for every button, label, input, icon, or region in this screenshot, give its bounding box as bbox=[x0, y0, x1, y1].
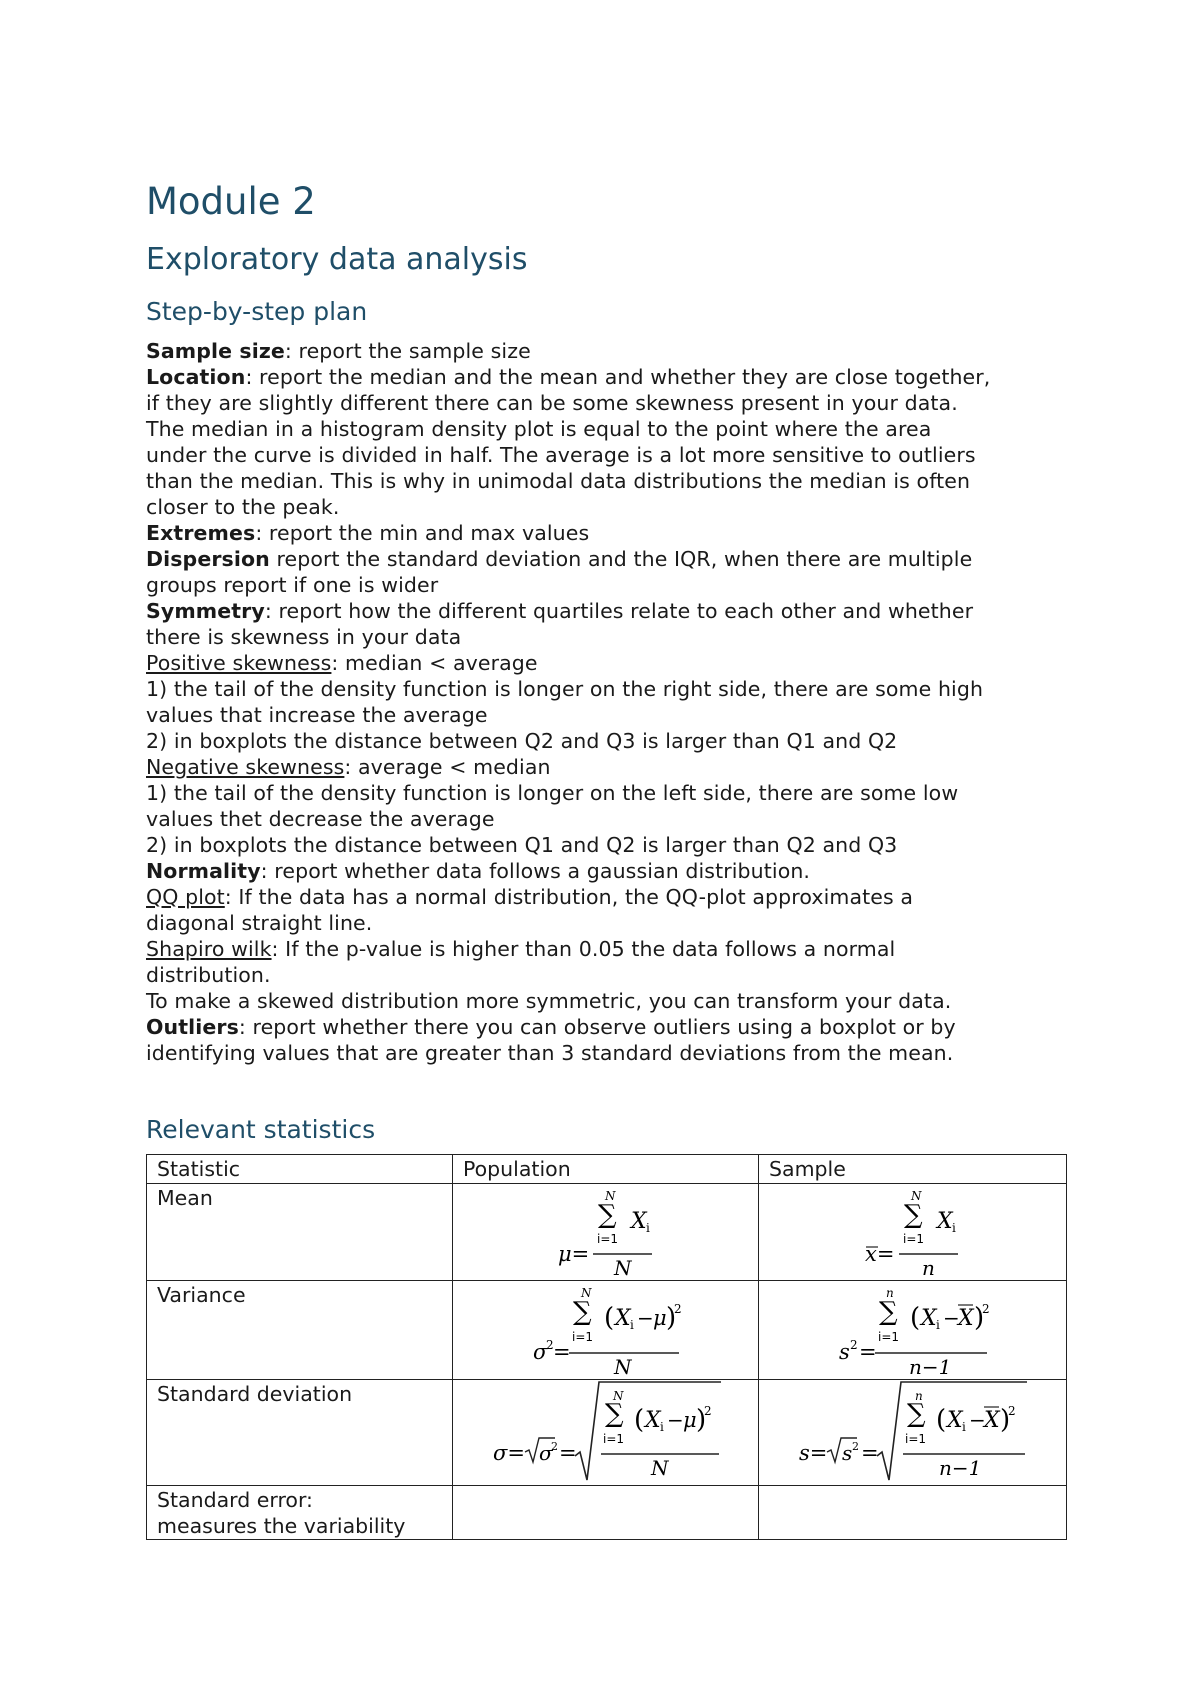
formula-population-mean bbox=[453, 1184, 759, 1281]
svg-text:(: ( bbox=[604, 1303, 615, 1333]
svg-text:2: 2 bbox=[546, 1338, 554, 1352]
svg-text:∑: ∑ bbox=[598, 1200, 617, 1230]
table-header-sample: Sample bbox=[759, 1155, 1067, 1184]
svg-text:X: X bbox=[984, 1408, 1000, 1433]
svg-text:i=1: i=1 bbox=[572, 1330, 594, 1344]
svg-text:2: 2 bbox=[982, 1302, 990, 1316]
plan-text-segment: : report whether data follows a gaussian distribution. bbox=[260, 859, 811, 883]
svg-text:σ: σ bbox=[539, 1441, 553, 1465]
sample-variance-formula bbox=[759, 1281, 1067, 1378]
svg-text:N: N bbox=[614, 1256, 632, 1279]
section-heading-statistics: Relevant statistics bbox=[146, 1115, 376, 1144]
svg-text:X: X bbox=[958, 1306, 974, 1331]
plan-text-segment: if they are slightly different there can be some skewness present in your data. bbox=[146, 391, 958, 415]
svg-text:X: X bbox=[937, 1209, 953, 1234]
formula-sample-sd bbox=[759, 1380, 1067, 1486]
svg-text:i=1: i=1 bbox=[878, 1330, 900, 1344]
plan-text-segment: under the curve is divided in half. The average is a lot more sensitive to outliers bbox=[146, 443, 976, 467]
plan-text-segment: diagonal straight line. bbox=[146, 911, 373, 935]
plan-text-segment: : If the p-value is higher than 0.05 the data follows a normal bbox=[271, 937, 896, 961]
svg-text:=: = bbox=[859, 1340, 877, 1364]
row-label-mean: Mean bbox=[147, 1184, 453, 1281]
svg-text:i=1: i=1 bbox=[603, 1432, 625, 1446]
plan-text-segment: 2) in boxplots the distance between Q1 and Q2 is larger than Q2 and Q3 bbox=[146, 833, 898, 857]
svg-text:s: s bbox=[839, 1340, 850, 1364]
svg-text:=: = bbox=[553, 1340, 571, 1364]
plan-text-segment: 1) the tail of the density function is longer on the right side, there are some high bbox=[146, 677, 984, 701]
plan-text-segment: : If the data has a normal distribution, the QQ-plot approximates a bbox=[224, 885, 914, 909]
plan-text-segment: identifying values that are greater than 3 standard deviations from the mean. bbox=[146, 1041, 954, 1065]
plan-text-segment: : report how the different quartiles relate to each other and whether bbox=[264, 599, 974, 623]
svg-text:2: 2 bbox=[704, 1404, 712, 1418]
plan-subterm: Shapiro wilk bbox=[146, 937, 272, 961]
row-label-standard-error bbox=[147, 1486, 453, 1540]
svg-text:i: i bbox=[962, 1420, 966, 1434]
svg-text:−: − bbox=[969, 1408, 986, 1432]
plan-line bbox=[146, 832, 1066, 858]
plan-text-segment: The median in a histogram density plot is equal to the point where the area bbox=[146, 417, 932, 441]
plan-line bbox=[146, 598, 1066, 624]
plan-line bbox=[146, 416, 1066, 442]
plan-line bbox=[146, 650, 1066, 676]
svg-text:n−1: n−1 bbox=[909, 1355, 952, 1378]
plan-text-segment: than the median. This is why in unimodal data distributions the median is often bbox=[146, 469, 971, 493]
plan-line bbox=[146, 520, 1066, 546]
plan-line bbox=[146, 780, 1066, 806]
plan-term: Sample size bbox=[146, 339, 285, 363]
svg-text:μ: μ bbox=[653, 1306, 667, 1330]
plan-line bbox=[146, 910, 1066, 936]
plan-text-segment: 1) the tail of the density function is longer on the left side, there are some low bbox=[146, 781, 959, 805]
plan-line bbox=[146, 806, 1066, 832]
svg-text:∑: ∑ bbox=[904, 1200, 923, 1230]
population-sd-formula bbox=[453, 1380, 759, 1484]
svg-text:−: − bbox=[667, 1408, 684, 1432]
formula-sample-mean bbox=[759, 1184, 1067, 1281]
svg-text:=: = bbox=[559, 1441, 577, 1465]
plan-text-segment: values thet decrease the average bbox=[146, 807, 495, 831]
svg-text:N: N bbox=[613, 1389, 624, 1403]
plan-term: Extremes bbox=[146, 521, 256, 545]
plan-term: Outliers bbox=[146, 1015, 239, 1039]
svg-text:n: n bbox=[915, 1389, 923, 1403]
row-label-standard-error-line2: measures the variability bbox=[157, 1514, 406, 1538]
svg-text:(: ( bbox=[634, 1405, 645, 1435]
plan-text-segment: : report the sample size bbox=[284, 339, 531, 363]
svg-text:n: n bbox=[886, 1286, 894, 1300]
plan-line bbox=[146, 1040, 1066, 1066]
plan-text-segment: report the standard deviation and the IQR, when there are multiple bbox=[269, 547, 973, 571]
svg-text:2: 2 bbox=[551, 1440, 558, 1453]
population-mean-formula bbox=[453, 1184, 759, 1279]
plan-text-segment: groups report if one is wider bbox=[146, 573, 439, 597]
plan-line bbox=[146, 468, 1066, 494]
plan-line bbox=[146, 338, 1066, 364]
row-label-standard-error-line1: Standard error: bbox=[157, 1488, 313, 1512]
plan-line bbox=[146, 702, 1066, 728]
svg-text:i=1: i=1 bbox=[905, 1432, 927, 1446]
svg-text:=: = bbox=[861, 1441, 879, 1465]
plan-text-segment: closer to the peak. bbox=[146, 495, 340, 519]
svg-text:μ: μ bbox=[683, 1408, 697, 1432]
plan-line bbox=[146, 442, 1066, 468]
statistics-table bbox=[146, 1154, 1067, 1540]
svg-text:−: − bbox=[943, 1306, 960, 1330]
svg-text:∑: ∑ bbox=[879, 1297, 898, 1327]
row-label-variance: Variance bbox=[147, 1281, 453, 1380]
plan-line bbox=[146, 728, 1066, 754]
svg-text:i: i bbox=[646, 1221, 650, 1235]
svg-text:): ) bbox=[696, 1405, 707, 1435]
plan-text-segment: values that increase the average bbox=[146, 703, 488, 727]
svg-text:N: N bbox=[651, 1456, 669, 1480]
plan-term: Symmetry bbox=[146, 599, 265, 623]
plan-line bbox=[146, 572, 1066, 598]
svg-text:(: ( bbox=[936, 1405, 947, 1435]
svg-text:N: N bbox=[605, 1189, 616, 1203]
svg-text:∑: ∑ bbox=[907, 1399, 926, 1429]
plan-line bbox=[146, 390, 1066, 416]
svg-text:(: ( bbox=[910, 1303, 921, 1333]
plan-line bbox=[146, 1014, 1066, 1040]
plan-text-segment: distribution. bbox=[146, 963, 271, 987]
svg-text:s=: s= bbox=[799, 1441, 828, 1465]
svg-text:X: X bbox=[631, 1209, 647, 1234]
svg-text:i=1: i=1 bbox=[597, 1232, 619, 1246]
plan-line bbox=[146, 936, 1066, 962]
svg-text:): ) bbox=[1000, 1405, 1011, 1435]
svg-text:i: i bbox=[660, 1420, 664, 1434]
svg-text:N: N bbox=[581, 1286, 592, 1300]
svg-text:∑: ∑ bbox=[573, 1297, 592, 1327]
formula-population-variance bbox=[453, 1281, 759, 1380]
svg-text:): ) bbox=[666, 1303, 677, 1333]
svg-text:2: 2 bbox=[850, 1338, 858, 1352]
plan-term: Normality bbox=[146, 859, 261, 883]
svg-text:i: i bbox=[936, 1318, 940, 1332]
section-heading-plan: Step-by-step plan bbox=[146, 297, 368, 326]
svg-text:N: N bbox=[614, 1355, 632, 1378]
plan-subterm: QQ plot bbox=[146, 885, 225, 909]
plan-subterm: Positive skewness bbox=[146, 651, 332, 675]
plan-line bbox=[146, 624, 1066, 650]
document-content bbox=[146, 178, 1066, 1540]
svg-text:σ: σ bbox=[533, 1340, 548, 1364]
plan-text-segment: 2) in boxplots the distance between Q2 and Q3 is larger than Q1 and Q2 bbox=[146, 729, 898, 753]
plan-line bbox=[146, 546, 1066, 572]
table-header-statistic: Statistic bbox=[147, 1155, 453, 1184]
formula-population-sd bbox=[453, 1380, 759, 1486]
row-label-standard-deviation: Standard deviation bbox=[147, 1380, 453, 1486]
svg-text:): ) bbox=[974, 1303, 985, 1333]
svg-text:n: n bbox=[922, 1256, 935, 1279]
page-title: Module 2 bbox=[146, 180, 316, 223]
svg-text:n−1: n−1 bbox=[939, 1456, 982, 1480]
plan-text-segment: : report whether there you can observe outliers using a boxplot or by bbox=[238, 1015, 956, 1039]
table-row-standard-deviation bbox=[147, 1380, 1067, 1486]
plan-text-segment: : report the median and the mean and whether they are close together, bbox=[245, 365, 991, 389]
svg-text:s: s bbox=[842, 1441, 853, 1465]
svg-text:σ=: σ= bbox=[493, 1441, 525, 1465]
svg-text:μ=: μ= bbox=[558, 1242, 590, 1266]
svg-text:−: − bbox=[637, 1306, 654, 1330]
svg-text:X: X bbox=[947, 1408, 963, 1433]
population-variance-formula bbox=[453, 1281, 759, 1378]
plan-term: Location bbox=[146, 365, 246, 389]
table-header-population: Population bbox=[453, 1155, 759, 1184]
plan-line bbox=[146, 962, 1066, 988]
svg-text:X: X bbox=[645, 1408, 661, 1433]
svg-text:X: X bbox=[615, 1306, 631, 1331]
plan-line bbox=[146, 754, 1066, 780]
sample-sd-formula bbox=[759, 1380, 1067, 1484]
plan-text-segment: there is skewness in your data bbox=[146, 625, 462, 649]
plan-subterm: Negative skewness bbox=[146, 755, 345, 779]
plan-text-segment: : median < average bbox=[331, 651, 538, 675]
formula-sample-variance bbox=[759, 1281, 1067, 1380]
svg-text:2: 2 bbox=[674, 1302, 682, 1316]
plan-line bbox=[146, 364, 1066, 390]
svg-text:2: 2 bbox=[1008, 1404, 1016, 1418]
table-row-variance bbox=[147, 1281, 1067, 1380]
svg-text:i: i bbox=[630, 1318, 634, 1332]
plan-line bbox=[146, 676, 1066, 702]
plan-line bbox=[146, 494, 1066, 520]
table-row-standard-error bbox=[147, 1486, 1067, 1540]
svg-text:i: i bbox=[952, 1221, 956, 1235]
plan-line bbox=[146, 988, 1066, 1014]
plan-text-segment: To make a skewed distribution more symmetric, you can transform your data. bbox=[146, 989, 952, 1013]
svg-text:N: N bbox=[911, 1189, 922, 1203]
plan-text bbox=[146, 338, 1066, 1066]
sample-mean-formula bbox=[759, 1184, 1067, 1279]
plan-text-segment: : average < median bbox=[344, 755, 551, 779]
plan-term: Dispersion bbox=[146, 547, 270, 571]
table-row-mean bbox=[147, 1184, 1067, 1281]
svg-text:2: 2 bbox=[852, 1440, 859, 1453]
empty-cell-sample-se bbox=[759, 1486, 1067, 1540]
svg-text:i=1: i=1 bbox=[903, 1232, 925, 1246]
empty-cell-population-se bbox=[453, 1486, 759, 1540]
page-subtitle: Exploratory data analysis bbox=[146, 242, 528, 277]
svg-text:x=: x= bbox=[865, 1242, 895, 1266]
plan-line bbox=[146, 884, 1066, 910]
plan-line bbox=[146, 858, 1066, 884]
svg-text:∑: ∑ bbox=[605, 1399, 624, 1429]
table-header-row bbox=[147, 1155, 1067, 1184]
plan-text-segment: : report the min and max values bbox=[255, 521, 590, 545]
svg-text:X: X bbox=[921, 1306, 937, 1331]
